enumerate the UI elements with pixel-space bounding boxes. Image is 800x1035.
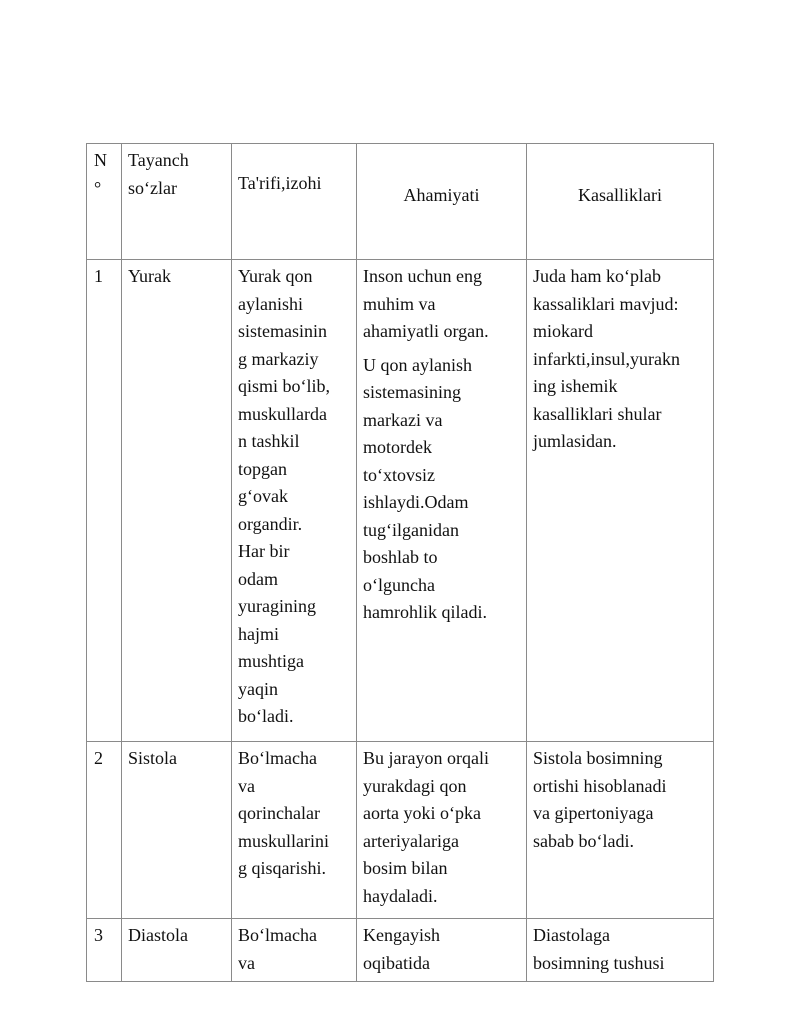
table-row — [87, 260, 714, 742]
definition-cell — [232, 742, 357, 919]
table-header-row — [87, 144, 714, 260]
diseases-cell — [527, 260, 714, 742]
keyword-cell — [122, 919, 232, 982]
importance-text: Bu jarayon orqali yurakdagi qon aorta yoki o‘pka arteriyalariga bosim bilan haydaladi. — [363, 748, 489, 906]
diseases-text: Juda ham ko‘plab kassaliklari mavjud: miokard infarkti,insul,yurakn ing ishemik kasalliklari shular jumlasidan. — [533, 266, 680, 451]
row-number: 1 — [94, 266, 103, 286]
header-importance — [357, 144, 527, 260]
importance-cell — [357, 260, 527, 742]
header-keywords — [122, 144, 232, 260]
row-number-cell — [87, 260, 122, 742]
keyword-text: Diastola — [128, 925, 188, 945]
importance-cell — [357, 919, 527, 982]
header-importance-text: Ahamiyati — [403, 185, 480, 205]
header-definition — [232, 144, 357, 260]
diseases-cell — [527, 742, 714, 919]
row-number: 2 — [94, 748, 103, 768]
row-number-cell — [87, 919, 122, 982]
header-diseases-text: Kasalliklari — [578, 185, 662, 205]
header-definition-text: Ta'rifi,izohi — [238, 173, 322, 193]
header-keywords-text: Tayanch so‘zlar — [128, 150, 189, 198]
table-container — [86, 143, 713, 973]
definition-text: Bo‘lmacha va qorinchalar muskullarini g qisqarishi. — [238, 748, 329, 878]
keyword-text: Sistola — [128, 748, 178, 768]
definition-text: Bo‘lmacha va — [238, 925, 317, 973]
keyword-cell — [122, 260, 232, 742]
definition-cell — [232, 919, 357, 982]
diseases-text: Sistola bosimning ortishi hisoblanadi va gipertoniyaga sabab bo‘ladi. — [533, 748, 667, 851]
table-row — [87, 742, 714, 919]
definition-text: Yurak qon aylanishi sistemasinin g markaziy qismi bo‘lib, muskullarda n tashkil topgan g‘ovak organdir. Har bir odam yuragining hajmi mushtiga yaqin bo‘ladi. — [238, 266, 331, 726]
glossary-table — [86, 143, 714, 982]
diseases-cell — [527, 919, 714, 982]
header-diseases — [527, 144, 714, 260]
importance-cell — [357, 742, 527, 919]
table-row — [87, 919, 714, 982]
definition-cell — [232, 260, 357, 742]
keyword-cell — [122, 742, 232, 919]
importance-paragraph-1: Inson uchun eng muhim va ahamiyatli organ. — [363, 266, 489, 341]
row-number: 3 — [94, 925, 103, 945]
header-no-text: N ° — [94, 150, 107, 198]
diseases-text: Diastolaga bosimning tushusi — [533, 925, 665, 973]
keyword-text: Yurak — [128, 266, 171, 286]
row-number-cell — [87, 742, 122, 919]
importance-paragraph-2: U qon aylanish sistemasining markazi va motordek to‘xtovsiz ishlaydi.Odam tug‘ilganidan boshlab to o‘lguncha hamrohlik qiladi. — [363, 354, 487, 622]
header-no — [87, 144, 122, 260]
importance-text: Kengayish oqibatida — [363, 925, 440, 973]
